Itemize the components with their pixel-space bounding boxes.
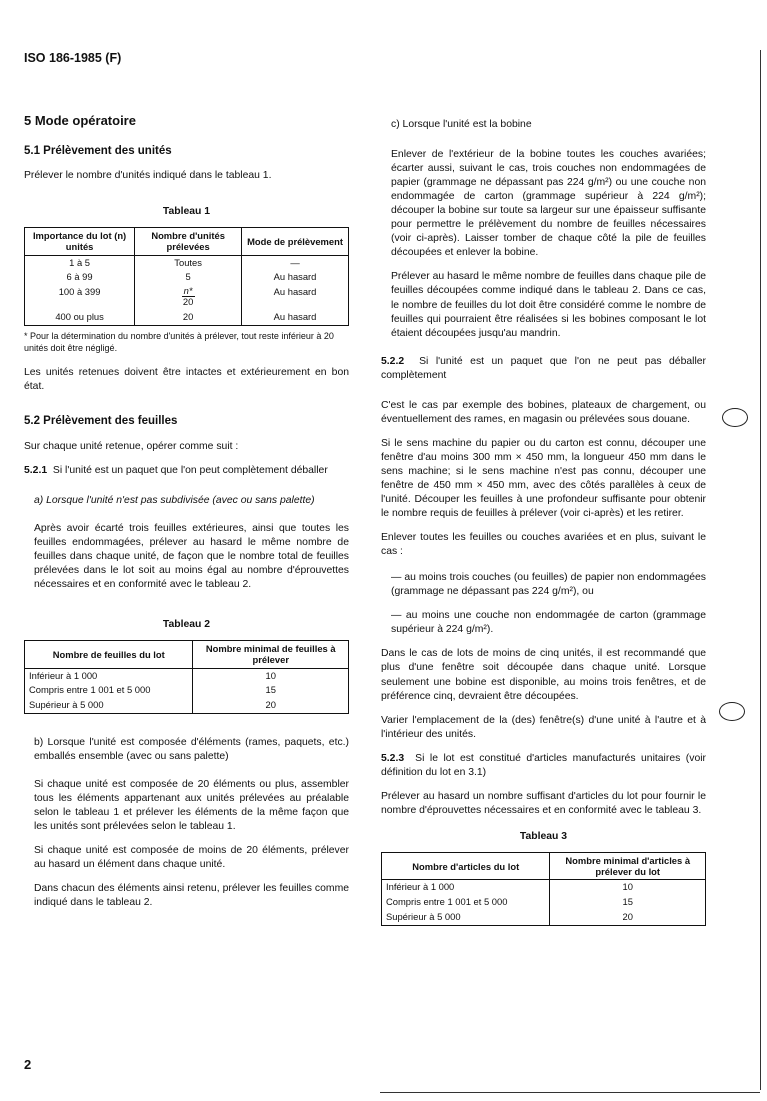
item-a-paragraph: Après avoir écarté trois feuilles extérieures, ainsi que toutes les feuilles endommagées, prélever au hasard le même nombre de feuilles dans chaque unité, de façon que le nombre total de feuilles prélevées dans le lot soit au moins égal au nombre d'éprouvettes nécessaires et en conformité avec le tableau 2. [34,522,349,591]
table-cell: Supérieur à 5 000 [25,698,193,713]
table-cell: Inférieur à 1 000 [25,668,193,683]
table-cell: 6 à 99 [25,270,135,285]
table-2-caption: Tableau 2 [162,619,211,631]
table-1-caption: Tableau 1 [162,206,211,218]
item-c-paragraph-1: Enlever de l'extérieur de la bobine toutes les couches avariées; écarter aussi, suivant le cas, trois couches non endommagées de papier (grammage ne dépassant pas 224 g/m²) ou une couche non endommagée de carton (grammage supérieur à 224 g/m²); découper la bobine sur toute sa largeur sur une épaisseur suffisante pour permettre le prélèvement du nombre de feuilles nécessaires (voir ci-après). Laisser tomber de chaque côté la pile de feuilles découpées et enlever la bobine. [391,149,706,259]
item-b-paragraph-2: Si chaque unité est composée de moins de 20 éléments, prélever au hasard un élément dans chaque unité. [34,845,349,871]
table-cell: 10 [193,668,349,683]
table-cell: 15 [193,683,349,698]
item-c: c) Lorsque l'unité est la bobine [391,119,532,130]
section-5-1-title: 5.1 Prélèvement des unités [24,144,172,157]
dash-item-1: — au moins trois couches (ou feuilles) de papier non endommagées (grammage ne dépassant pas 224 g/m²), ou [391,572,706,598]
page-bottom-rule [380,1092,760,1093]
item-b: b) Lorsque l'unité est composée d'éléments (rames, paquets, etc.) emballés ensemble (avec ou sans palette) [34,736,349,762]
table-1-header: Nombre d'unités prélevées [135,228,242,256]
table-row [25,698,349,713]
section-5-2-text: Sur chaque unité retenue, opérer comme suit : [24,440,239,452]
table-1 [24,227,349,326]
section-5-2-2 [381,355,706,383]
paragraph-intact: Les unités retenues doivent être intactes et extérieurement en bon état. [24,367,349,393]
fraction-denominator: 20 [182,296,194,308]
table-row [382,880,706,895]
table-2-header: Nombre de feuilles du lot [25,641,193,669]
section-5-2-title: 5.2 Prélèvement des feuilles [24,415,178,428]
table-row [25,285,349,310]
table-cell: 20 [550,910,706,925]
paragraph-522-3: Enlever toutes les feuilles ou couches avariées et en plus, suivant le cas : [381,532,706,558]
item-a: a) Lorsque l'unité n'est pas subdivisée (avec ou sans palette) [34,494,315,506]
margin-circle-icon [719,702,745,721]
table-row [25,668,349,683]
table-cell: 20 [193,698,349,713]
table-1-header: Importance du lot (n) unités [25,228,135,256]
fraction-numerator: n* [183,285,193,297]
section-5-2-3 [381,752,706,780]
table-cell: Au hasard [242,270,349,285]
paragraph-522-4: Dans le cas de lots de moins de cinq unités, il est recommandé que plus d'une fenêtre soit découpée dans chaque unité. Lorsque seulement une bobine est disponible, au moins trois fenêtres, et de préférence cinq, devraient être découpées. [381,648,706,702]
paragraph-522-2: Si le sens machine du papier ou du carton est connu, découper une fenêtre d'au moins 300 mm × 450 mm, la longueur 450 mm dans le sens machine; si le sens machine n'est pas connu, découper une fenêtre de 450 mm × 450 mm, avec des côtés parallèles à ceux de l'unité. Découper les feuilles à une profondeur suffisante pour obtenir le nombre requis de feuilles à prélever (voir ci-après) et les retirer. [381,437,706,520]
margin-circle-icon [722,408,748,427]
table-cell: Inférieur à 1 000 [382,880,550,895]
item-c-paragraph-2: Prélever au hasard le même nombre de feuilles dans chaque pile de feuilles découpées comme indiqué dans le tableau 2. Dans ce cas, le nombre de feuilles du lot doit être considéré comme le nombre de feuilles qui pourraient être réalisées si les bobines composant le lot étaient découpées jusqu'au mandrin. [391,271,706,339]
table-cell: 15 [550,895,706,910]
section-5-2-2-text: Si l'unité est un paquet que l'on ne peut pas déballer complètement [381,355,707,381]
page-edge-rule [760,50,761,1090]
table-row [25,683,349,698]
fraction [182,286,195,308]
table-cell: Supérieur à 5 000 [382,910,550,925]
section-number: 5.2.1 [24,464,48,476]
paragraph-522-1: C'est le cas par exemple des bobines, plateaux de chargement, ou éventuellement des rames, en magasin ou prélevées sous douane. [381,399,706,425]
table-cell [135,285,242,310]
table-cell: 100 à 399 [25,285,135,310]
right-column [381,118,706,926]
table-cell: Compris entre 1 001 et 5 000 [382,895,550,910]
section-5-title: 5 Mode opératoire [24,113,136,128]
item-b-paragraph-3: Dans chacun des éléments ainsi retenu, prélever les feuilles comme indiqué dans le tableau 2. [34,883,349,909]
paragraph-522-5: Varier l'emplacement de la (des) fenêtre(s) d'une unité à l'autre et à l'intérieur des unités. [381,714,706,740]
section-5-2-3-text: Si le lot est constitué d'articles manufacturés unitaires (voir définition du lot en 3.1) [381,752,707,778]
left-column [24,112,349,920]
table-cell: Compris entre 1 001 et 5 000 [25,683,193,698]
table-row [25,310,349,325]
table-cell: 1 à 5 [25,255,135,270]
table-2 [24,640,349,714]
section-5-2-1 [24,464,349,478]
table-3-caption: Tableau 3 [519,830,568,842]
table-1-header: Mode de prélèvement [242,228,349,256]
table-3-header: Nombre minimal d'articles à prélever du lot [550,852,706,880]
table-cell: 20 [135,310,242,325]
table-row [382,895,706,910]
table-row [382,910,706,925]
table-row [25,270,349,285]
table-cell: Au hasard [242,285,349,310]
table-cell: Au hasard [242,310,349,325]
page-number: 2 [24,1057,32,1072]
table-2-header: Nombre minimal de feuilles à prélever [193,641,349,669]
table-1-footnote: * Pour la détermination du nombre d'unités à prélever, tout reste inférieur à 20 unités doit être négligé. [24,330,334,353]
item-b-paragraph-1: Si chaque unité est composée de 20 éléments ou plus, assembler tous les éléments appartenant aux unités prélevées au préalable selon le tableau 1 et prélever les éléments de la même façon que les unités sont prélevées selon le tableau 1. [34,778,349,832]
table-row [25,255,349,270]
dash-item-2: — au moins une couche non endommagée de carton (grammage supérieur à 224 g/m²). [391,610,706,636]
section-5-2-1-text: Si l'unité est un paquet que l'on peut complètement déballer [52,464,328,476]
table-3-header: Nombre d'articles du lot [382,852,550,880]
table-cell: 5 [135,270,242,285]
table-cell: Toutes [135,255,242,270]
table-3 [381,852,706,926]
section-number: 5.2.3 [381,752,405,764]
section-5-1-text: Prélever le nombre d'unités indiqué dans le tableau 1. [24,170,272,182]
section-number: 5.2.2 [381,355,405,367]
table-cell: 400 ou plus [25,310,135,325]
page-header: ISO 186-1985 (F) [24,51,122,65]
paragraph-523-1: Prélever au hasard un nombre suffisant d'articles du lot pour fournir le nombre d'éprouvettes nécessaires et en conformité avec le tableau 3. [381,790,706,816]
table-cell: 10 [550,880,706,895]
table-cell: — [242,255,349,270]
